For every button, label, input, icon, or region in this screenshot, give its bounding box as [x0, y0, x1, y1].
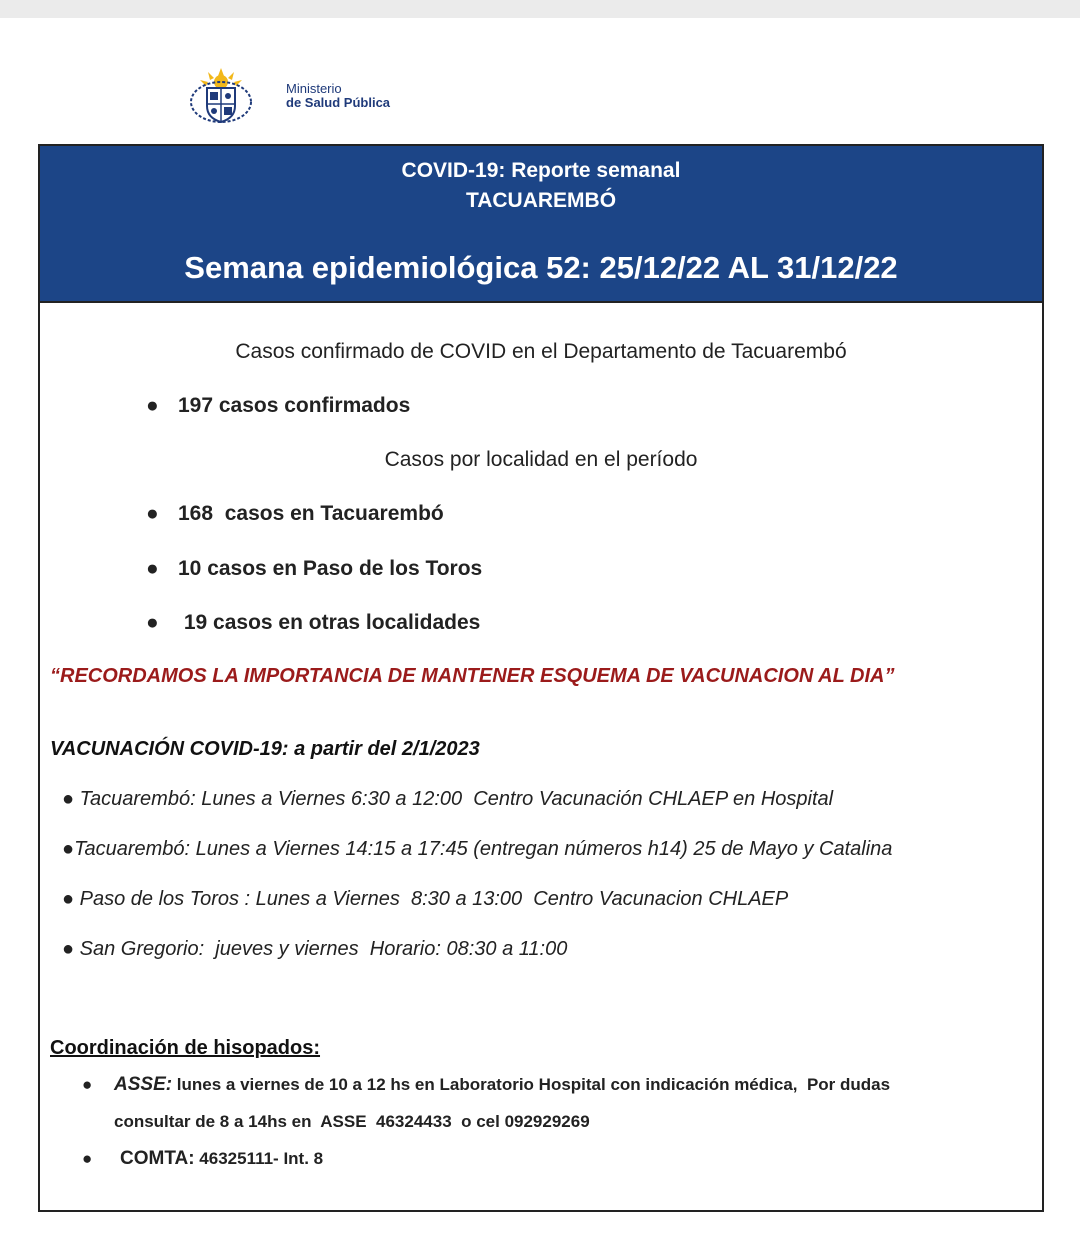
locality-item-text: 168 casos en Tacuarembó: [178, 502, 444, 525]
asse-text-2: consultar de 8 a 14hs en ASSE 46324433 o cel 092929269: [114, 1112, 590, 1131]
swab-item-asse: [82, 1074, 890, 1096]
total-cases-text: 197 casos confirmados: [178, 394, 411, 417]
locality-item: [146, 611, 480, 635]
vaccination-reminder: “RECORDAMOS LA IMPORTANCIA DE MANTENER ESQUEMA DE VACUNACION AL DIA”: [50, 665, 895, 687]
asse-label: ASSE:: [114, 1074, 173, 1095]
bullet-dot: ●: [82, 1075, 93, 1094]
vaccination-item: ● San Gregorio: jueves y viernes Horario: 08:30 a 11:00: [62, 938, 568, 960]
swab-item-comta: [82, 1148, 323, 1170]
report-banner: [40, 146, 1042, 303]
report-week: Semana epidemiológica 52: 25/12/22 AL 31/12/22: [184, 250, 898, 285]
cases-heading: Casos confirmado de COVID en el Departamento de Tacuarembó: [235, 340, 847, 363]
swab-title: Coordinación de hisopados:: [50, 1037, 321, 1059]
total-cases: [146, 394, 410, 418]
vaccination-item: ● Tacuarembó: Lunes a Viernes 6:30 a 12:00 Centro Vacunación CHLAEP en Hospital: [62, 788, 834, 810]
locality-heading: Casos por localidad en el período: [384, 448, 698, 471]
logo-text: [286, 82, 390, 110]
logo-line-1: Ministerio: [286, 81, 342, 96]
locality-item-text: 10 casos en Paso de los Toros: [178, 557, 483, 580]
report-place: TACUAREMBÓ: [465, 189, 617, 212]
asse-text-1: lunes a viernes de 10 a 12 hs en Laboratorio Hospital con indicación médica, Por dudas: [172, 1075, 891, 1094]
vaccination-item: ● Paso de los Toros : Lunes a Viernes 8:30 a 13:00 Centro Vacunacion CHLAEP: [62, 888, 789, 910]
ministry-logo: [188, 66, 448, 128]
comta-text: 46325111- Int. 8: [194, 1149, 324, 1168]
bullet-dot: ●: [146, 557, 159, 580]
bullet-dot: ●: [146, 502, 159, 525]
bullet-dot: ●: [146, 611, 159, 634]
locality-item: [146, 502, 444, 526]
vaccination-item: ●Tacuarembó: Lunes a Viernes 14:15 a 17:45 (entregan números h14) 25 de Mayo y Catalina: [62, 838, 893, 860]
bullet-dot: ●: [146, 394, 159, 417]
locality-item-text: 19 casos en otras localidades: [178, 611, 481, 634]
locality-item: [146, 557, 482, 581]
vaccination-title: VACUNACIÓN COVID-19: a partir del 2/1/2023: [50, 738, 480, 760]
coat-of-arms-icon: [188, 66, 254, 126]
bullet-dot: ●: [82, 1149, 93, 1168]
logo-line-2: de Salud Pública: [286, 95, 391, 110]
top-strip: [0, 0, 1080, 18]
report-frame: [38, 144, 1044, 1212]
comta-label: COMTA:: [120, 1148, 195, 1169]
report-title: COVID-19: Reporte semanal: [401, 159, 681, 182]
